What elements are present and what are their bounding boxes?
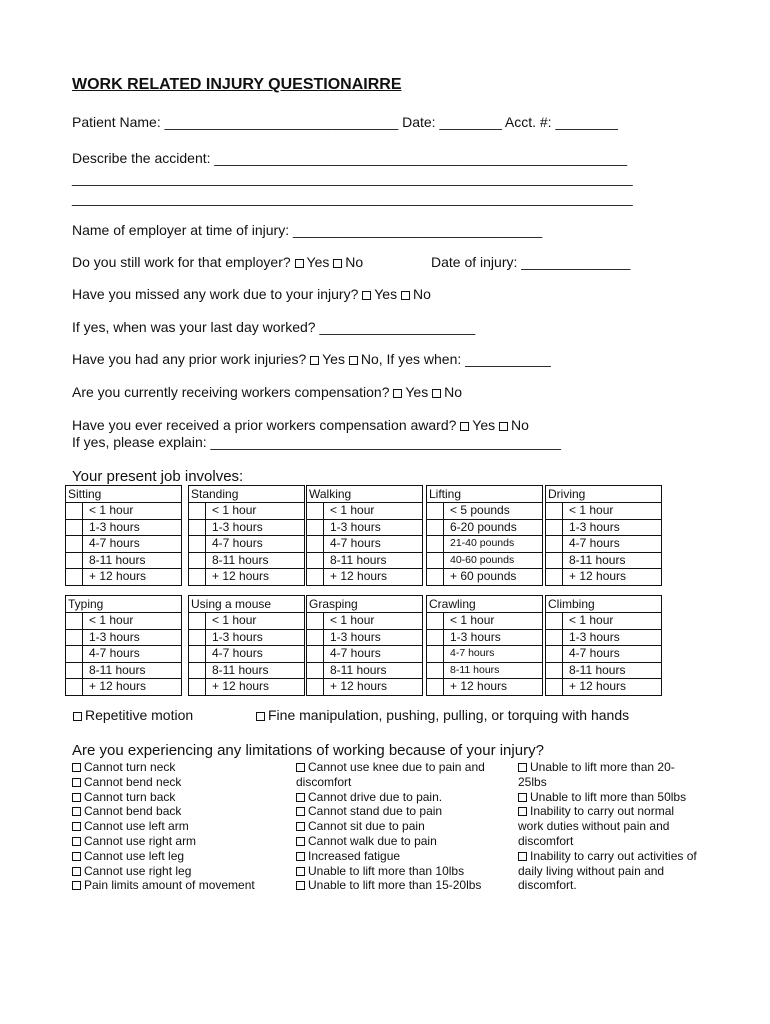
limitation-item xyxy=(72,878,287,893)
limitation-label: Unable to lift more than 10lbs xyxy=(308,863,465,878)
prior-injuries-line xyxy=(72,351,551,367)
limitation-label: Cannot use right leg xyxy=(84,863,192,878)
activity-option[interactable]: 4-7 hours xyxy=(83,536,182,553)
activity-option-selector[interactable] xyxy=(546,613,563,630)
limitation-checkbox[interactable] xyxy=(518,807,527,816)
activity-option-selector[interactable] xyxy=(546,629,563,646)
receiving-comp-yes-checkbox[interactable] xyxy=(393,389,402,398)
activity-option[interactable]: 8-11 hours xyxy=(324,552,423,569)
patient-name-field[interactable]: ______________________________ xyxy=(164,114,399,130)
activity-option-selector[interactable] xyxy=(66,662,83,679)
limitation-item xyxy=(72,819,287,834)
limitation-label: Inability to carry out normal work duties without pain and discomfort xyxy=(518,804,675,848)
limitation-label: Cannot bend back xyxy=(84,804,182,819)
missed-work-no-label: No xyxy=(412,286,431,302)
employer-label: Name of employer at time of injury: xyxy=(72,222,293,238)
activity-option-selector[interactable] xyxy=(66,536,83,553)
missed-work-question: Have you missed any work due to your injury? xyxy=(72,286,363,302)
limitation-checkbox[interactable] xyxy=(296,867,305,876)
activity-option-selector[interactable] xyxy=(189,552,206,569)
activity-option-selector[interactable] xyxy=(427,679,444,696)
accident-line xyxy=(72,150,627,166)
limitation-checkbox[interactable] xyxy=(72,852,81,861)
activity-option[interactable]: < 5 pounds xyxy=(444,503,543,520)
activity-option[interactable]: + 12 hours xyxy=(563,679,662,696)
activity-option[interactable]: 4-7 hours xyxy=(563,646,662,663)
activity-option-selector[interactable] xyxy=(307,519,324,536)
limitation-checkbox[interactable] xyxy=(518,793,527,802)
prior-injuries-yes-label: Yes xyxy=(322,351,349,367)
accident-field-1[interactable]: _____________________________________________________ xyxy=(214,150,628,166)
activity-header: Driving xyxy=(546,486,662,503)
activity-option[interactable]: < 1 hour xyxy=(563,613,662,630)
activity-table-climbing xyxy=(545,595,662,696)
activity-option[interactable]: 1-3 hours xyxy=(563,519,662,536)
prior-injuries-when-field[interactable]: ___________ xyxy=(465,351,551,367)
activity-option-selector[interactable] xyxy=(546,662,563,679)
activity-option-selector[interactable] xyxy=(307,646,324,663)
activity-option[interactable]: < 1 hour xyxy=(563,503,662,520)
activity-option-selector[interactable] xyxy=(546,679,563,696)
limitation-item xyxy=(296,819,486,834)
last-day-field[interactable]: ____________________ xyxy=(319,319,476,335)
activity-option[interactable]: 1-3 hours xyxy=(324,519,423,536)
activity-option-selector[interactable] xyxy=(427,629,444,646)
activity-option-selector[interactable] xyxy=(189,536,206,553)
activity-option-selector[interactable] xyxy=(307,569,324,586)
receiving-comp-no-checkbox[interactable] xyxy=(432,389,441,398)
limitation-item xyxy=(296,804,486,819)
activity-table-crawling xyxy=(426,595,543,696)
still-work-no-checkbox[interactable] xyxy=(333,259,342,268)
activity-header: Standing xyxy=(189,486,305,503)
missed-work-line xyxy=(72,286,431,302)
limitation-checkbox[interactable] xyxy=(72,881,81,890)
limitation-item xyxy=(296,834,486,849)
activity-option-selector[interactable] xyxy=(66,646,83,663)
repetitive-motion-option xyxy=(73,707,193,723)
activity-option[interactable]: + 12 hours xyxy=(206,679,305,696)
job-involves-heading: Your present job involves: xyxy=(72,468,244,485)
activity-header: Climbing xyxy=(546,596,662,613)
activity-option[interactable]: 40-60 pounds xyxy=(444,552,543,569)
activity-option[interactable]: 21-40 pounds xyxy=(444,536,543,553)
employer-line xyxy=(72,222,542,238)
activity-table-sitting xyxy=(65,485,182,586)
activity-option-selector[interactable] xyxy=(427,646,444,663)
limitation-item xyxy=(296,790,486,805)
limitation-item xyxy=(518,804,698,848)
activity-header: Using a mouse xyxy=(189,596,305,613)
activity-option-selector[interactable] xyxy=(189,646,206,663)
limitation-item xyxy=(72,790,287,805)
activity-option[interactable]: + 12 hours xyxy=(324,569,423,586)
still-work-yes-label: Yes xyxy=(306,254,334,270)
prior-injuries-question: Have you had any prior work injuries? xyxy=(72,351,311,367)
fine-manipulation-checkbox[interactable] xyxy=(256,712,265,721)
activity-option-selector[interactable] xyxy=(307,503,324,520)
employer-field[interactable]: ________________________________ xyxy=(292,222,543,238)
limitation-label: Pain limits amount of movement xyxy=(84,878,255,893)
receiving-comp-yes-label: Yes xyxy=(405,384,433,400)
limitation-checkbox[interactable] xyxy=(296,822,305,831)
limitation-item xyxy=(72,760,287,775)
activity-table-lifting xyxy=(426,485,543,586)
limitation-checkbox[interactable] xyxy=(72,867,81,876)
limitation-checkbox[interactable] xyxy=(296,763,305,772)
repetitive-motion-label: Repetitive motion xyxy=(85,707,194,723)
missed-work-yes-checkbox[interactable] xyxy=(362,291,371,300)
limitation-item xyxy=(518,760,698,790)
activity-option[interactable]: 4-7 hours xyxy=(83,646,182,663)
limitation-item xyxy=(72,864,287,879)
limitation-label: Cannot use left leg xyxy=(84,848,185,863)
activity-option[interactable]: + 12 hours xyxy=(83,679,182,696)
accident-field-3[interactable]: ________________________________________________________________________ xyxy=(72,190,633,206)
activity-option-selector[interactable] xyxy=(427,552,444,569)
missed-work-no-checkbox[interactable] xyxy=(401,291,410,300)
explain-field[interactable]: _____________________________________________ xyxy=(210,434,561,450)
date-field[interactable]: ________ xyxy=(439,114,502,130)
receiving-comp-line xyxy=(72,384,462,400)
limitation-item xyxy=(518,790,698,805)
activity-table-using-a-mouse xyxy=(188,595,305,696)
limitation-label: Unable to lift more than 50lbs xyxy=(530,789,687,804)
activity-option-selector[interactable] xyxy=(66,679,83,696)
activity-table-standing xyxy=(188,485,305,586)
activity-option-selector[interactable] xyxy=(427,662,444,679)
limitation-label: Unable to lift more than 15-20lbs xyxy=(308,878,482,893)
limitation-item xyxy=(72,834,287,849)
activity-option[interactable]: < 1 hour xyxy=(324,503,423,520)
activity-option[interactable]: 8-11 hours xyxy=(206,552,305,569)
limitation-label: Cannot bend neck xyxy=(84,774,182,789)
activity-option-selector[interactable] xyxy=(427,569,444,586)
limitations-column-3 xyxy=(518,760,698,893)
limitation-item xyxy=(296,878,486,893)
limitation-item xyxy=(296,849,486,864)
activity-header: Crawling xyxy=(427,596,543,613)
last-day-question: If yes, when was your last day worked? xyxy=(72,319,320,335)
limitation-label: Cannot use right arm xyxy=(84,833,197,848)
activity-option-selector[interactable] xyxy=(307,662,324,679)
date-label: Date: xyxy=(398,114,440,130)
activity-option-selector[interactable] xyxy=(427,519,444,536)
activity-option[interactable]: < 1 hour xyxy=(206,613,305,630)
date-of-injury-line xyxy=(431,254,630,270)
explain-line xyxy=(72,434,561,450)
limitation-label: Cannot turn neck xyxy=(84,760,176,774)
activity-option[interactable]: 8-11 hours xyxy=(83,662,182,679)
activity-option[interactable]: 1-3 hours xyxy=(444,629,543,646)
activity-header: Typing xyxy=(66,596,182,613)
activity-option-selector[interactable] xyxy=(189,662,206,679)
form-title: WORK RELATED INJURY QUESTIONAIRRE xyxy=(72,76,402,93)
prior-injuries-yes-checkbox[interactable] xyxy=(310,356,319,365)
still-work-line xyxy=(72,254,363,270)
activity-header: Walking xyxy=(307,486,423,503)
limitations-column-1 xyxy=(72,760,287,893)
acct-label: Acct. #: xyxy=(501,114,556,130)
activity-option[interactable]: 8-11 hours xyxy=(563,552,662,569)
limitation-label: Increased fatigue xyxy=(308,848,401,863)
activity-option[interactable]: 4-7 hours xyxy=(444,646,543,663)
activity-option[interactable]: 8-11 hours xyxy=(563,662,662,679)
activity-option[interactable]: 1-3 hours xyxy=(324,629,423,646)
activity-option-selector[interactable] xyxy=(189,613,206,630)
limitation-checkbox[interactable] xyxy=(72,793,81,802)
fine-manipulation-option xyxy=(256,707,629,723)
limitation-item xyxy=(296,760,486,790)
limitation-checkbox[interactable] xyxy=(72,778,81,787)
prior-award-yes-label: Yes xyxy=(472,417,500,433)
limitation-label: Cannot use knee due to pain and discomfort xyxy=(296,760,485,789)
activity-option[interactable]: + 60 pounds xyxy=(444,569,543,586)
activity-option[interactable]: < 1 hour xyxy=(206,503,305,520)
activity-option-selector[interactable] xyxy=(189,629,206,646)
activity-option-selector[interactable] xyxy=(427,536,444,553)
activity-option-selector[interactable] xyxy=(66,552,83,569)
prior-award-question: Have you ever received a prior workers compensation award? xyxy=(72,417,461,433)
activity-header: Grasping xyxy=(307,596,423,613)
limitation-label: Unable to lift more than 20-25lbs xyxy=(518,760,675,789)
activity-option[interactable]: + 12 hours xyxy=(324,679,423,696)
limitation-label: Inability to carry out activities of daily living without pain and discomfort. xyxy=(518,848,697,893)
activity-option[interactable]: 8-11 hours xyxy=(324,662,423,679)
activity-table-walking xyxy=(306,485,423,586)
activity-option[interactable]: 6-20 pounds xyxy=(444,519,543,536)
prior-injuries-no-checkbox[interactable] xyxy=(349,356,358,365)
limitation-item xyxy=(72,804,287,819)
limitation-item xyxy=(72,775,287,790)
explain-label: If yes, please explain: xyxy=(72,434,211,450)
activity-option-selector[interactable] xyxy=(66,613,83,630)
activity-option[interactable]: 1-3 hours xyxy=(83,629,182,646)
activity-option[interactable]: 4-7 hours xyxy=(206,536,305,553)
activity-option-selector[interactable] xyxy=(546,646,563,663)
fine-manipulation-label: Fine manipulation, pushing, pulling, or torquing with hands xyxy=(268,707,630,723)
activity-option[interactable]: 8-11 hours xyxy=(206,662,305,679)
still-work-yes-checkbox[interactable] xyxy=(295,259,304,268)
activity-option[interactable]: 4-7 hours xyxy=(563,536,662,553)
missed-work-yes-label: Yes xyxy=(374,286,401,302)
activity-option[interactable]: 1-3 hours xyxy=(83,519,182,536)
receiving-comp-no-label: No xyxy=(444,384,463,400)
activity-option[interactable]: + 12 hours xyxy=(206,569,305,586)
activity-option-selector[interactable] xyxy=(307,629,324,646)
limitation-checkbox[interactable] xyxy=(72,763,81,772)
activity-option-selector[interactable] xyxy=(546,503,563,520)
limitation-item xyxy=(296,864,486,879)
limitation-checkbox[interactable] xyxy=(72,822,81,831)
acct-field[interactable]: ________ xyxy=(555,114,618,130)
limitation-checkbox[interactable] xyxy=(296,807,305,816)
still-work-no-label: No xyxy=(345,254,364,270)
activity-option-selector[interactable] xyxy=(307,679,324,696)
activity-option[interactable]: 1-3 hours xyxy=(563,629,662,646)
limitation-label: Cannot drive due to pain. xyxy=(308,789,443,804)
patient-info-line xyxy=(72,114,618,130)
limitation-checkbox[interactable] xyxy=(296,837,305,846)
activity-option-selector[interactable] xyxy=(66,629,83,646)
prior-award-no-label: No xyxy=(511,417,529,433)
limitation-checkbox[interactable] xyxy=(296,793,305,802)
prior-injuries-no-label: No, If yes when: xyxy=(360,351,466,367)
limitation-item xyxy=(72,849,287,864)
activity-option[interactable]: < 1 hour xyxy=(444,613,543,630)
activity-option-selector[interactable] xyxy=(189,679,206,696)
activity-option[interactable]: 4-7 hours xyxy=(324,536,423,553)
repetitive-motion-checkbox[interactable] xyxy=(73,712,82,721)
activity-option[interactable]: < 1 hour xyxy=(83,503,182,520)
activity-option-selector[interactable] xyxy=(427,613,444,630)
activity-option[interactable]: + 12 hours xyxy=(444,679,543,696)
activity-option[interactable]: 8-11 hours xyxy=(83,552,182,569)
date-of-injury-field[interactable]: ______________ xyxy=(521,254,631,270)
activity-option[interactable]: + 12 hours xyxy=(563,569,662,586)
patient-name-label: Patient Name: xyxy=(72,114,165,130)
limitation-checkbox[interactable] xyxy=(296,852,305,861)
limitation-checkbox[interactable] xyxy=(518,852,527,861)
activity-option-selector[interactable] xyxy=(307,613,324,630)
limitation-item xyxy=(518,849,698,893)
prior-award-line xyxy=(72,417,529,433)
activity-option-selector[interactable] xyxy=(546,569,563,586)
activity-header: Lifting xyxy=(427,486,543,503)
activity-option-selector[interactable] xyxy=(546,552,563,569)
limitation-label: Cannot walk due to pain xyxy=(308,833,437,848)
accident-label: Describe the accident: xyxy=(72,150,215,166)
activity-option-selector[interactable] xyxy=(546,536,563,553)
limitation-checkbox[interactable] xyxy=(72,837,81,846)
activity-option-selector[interactable] xyxy=(66,519,83,536)
activity-table-grasping xyxy=(306,595,423,696)
still-work-question: Do you still work for that employer? xyxy=(72,254,295,270)
limitation-checkbox[interactable] xyxy=(72,807,81,816)
activity-option[interactable]: < 1 hour xyxy=(83,613,182,630)
activity-option[interactable]: + 12 hours xyxy=(83,569,182,586)
activity-option[interactable]: 8-11 hours xyxy=(444,662,543,679)
prior-award-yes-checkbox[interactable] xyxy=(460,422,469,431)
activity-option-selector[interactable] xyxy=(189,519,206,536)
activity-option-selector[interactable] xyxy=(307,536,324,553)
activity-option-selector[interactable] xyxy=(307,552,324,569)
activity-header: Sitting xyxy=(66,486,182,503)
activity-option-selector[interactable] xyxy=(66,503,83,520)
activity-option[interactable]: 4-7 hours xyxy=(206,646,305,663)
receiving-comp-question: Are you currently receiving workers compensation? xyxy=(72,384,394,400)
activity-option-selector[interactable] xyxy=(546,519,563,536)
activity-option-selector[interactable] xyxy=(66,569,83,586)
limitation-checkbox[interactable] xyxy=(518,763,527,772)
limitations-column-2 xyxy=(296,760,486,893)
activity-option-selector[interactable] xyxy=(427,503,444,520)
limitation-label: Cannot use left arm xyxy=(84,819,189,834)
last-day-line xyxy=(72,319,475,335)
accident-field-2[interactable]: ________________________________________________________________________ xyxy=(72,170,633,186)
limitation-label: Cannot turn back xyxy=(84,789,176,804)
prior-award-no-checkbox[interactable] xyxy=(499,422,508,431)
limitation-label: Cannot sit due to pain xyxy=(308,819,425,834)
limitation-label: Cannot stand due to pain xyxy=(308,804,443,819)
limitation-checkbox[interactable] xyxy=(296,881,305,890)
activity-table-driving xyxy=(545,485,662,586)
activity-option-selector[interactable] xyxy=(189,503,206,520)
activity-option-selector[interactable] xyxy=(189,569,206,586)
date-of-injury-label: Date of injury: xyxy=(431,254,522,270)
activity-option[interactable]: 4-7 hours xyxy=(324,646,423,663)
activity-option[interactable]: 1-3 hours xyxy=(206,519,305,536)
activity-table-typing xyxy=(65,595,182,696)
limitations-heading: Are you experiencing any limitations of working because of your injury? xyxy=(72,742,544,759)
activity-option[interactable]: 1-3 hours xyxy=(206,629,305,646)
activity-option[interactable]: < 1 hour xyxy=(324,613,423,630)
